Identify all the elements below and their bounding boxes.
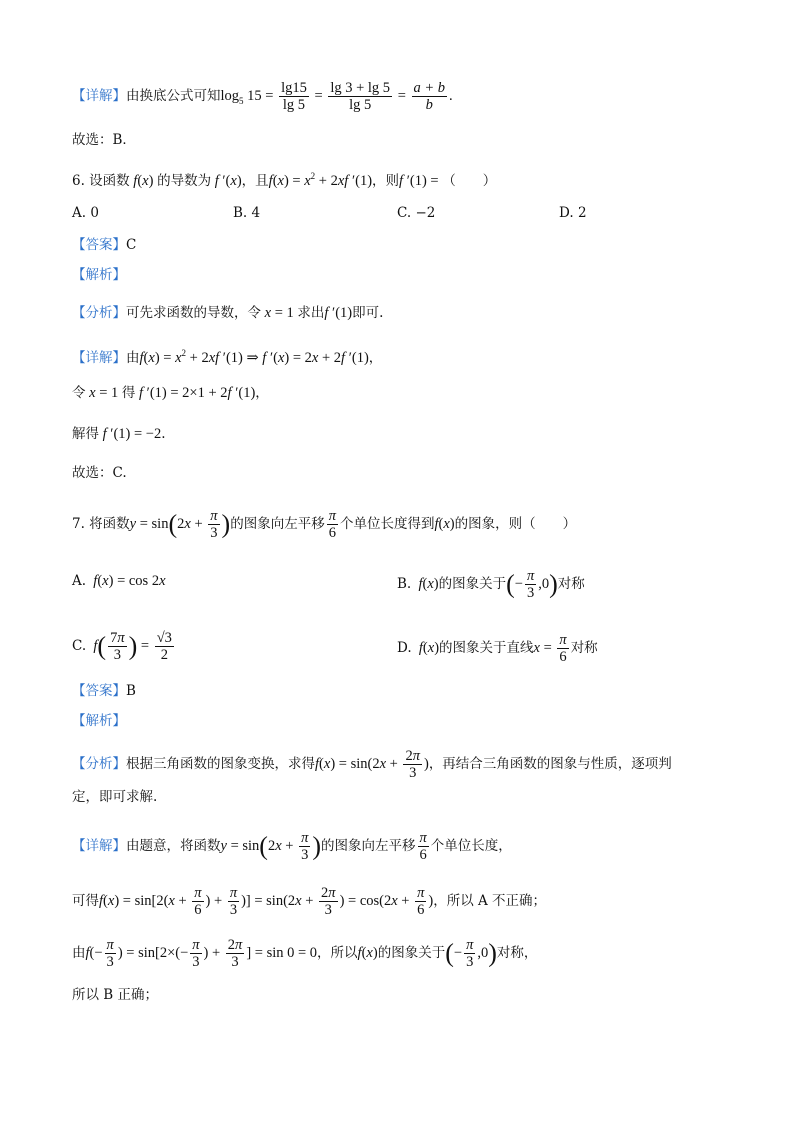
q6-stem: 6. 设函数 f(x) 的导数为 f ′(x)，且$f(x) = x^2 + 2xf$ ′(1)，则f ′(1) = （ ） <box>72 171 497 189</box>
q6-conclusion: 故选：C. <box>72 465 127 481</box>
log-formula: $\log_5 15$ = $\frac{\lg 15}{\lg 5}$ = $\frac{\lg 3 + \lg 5}{\lg 5}$ = $\frac{a + b}{b}$ . <box>220 80 453 113</box>
q7-option-b: B. f(x)的图象关于(− $\frac{\pi}{3}$ ,0)对称 <box>397 568 585 601</box>
q6-option-d: D. 2 <box>559 205 587 221</box>
conclusion-5: 故选：B． <box>72 132 136 148</box>
q7-analysis-head: 【解析】 <box>72 713 126 729</box>
q7-detail: 【详解】由题意，将函数y = sin(2x + $\frac{\pi}{3}$ )的图象向左平移 $\frac{\pi}{6}$ 个单位长度， <box>72 830 512 864</box>
q6-detail-line3: 解得 f ′(1) = −2. <box>72 426 166 442</box>
q7-option-c: C. f( $\frac{7\pi}{3}$ ) = $\frac{√3}{2}$ <box>72 630 172 663</box>
q6-option-c: C. −2 <box>397 205 436 221</box>
detail-label: 【详解】 <box>72 87 126 104</box>
q6-detail: 【详解】由$f(x) = x^2 + 2xf$ ′(1) ⇒ f ′(x) = 2x + 2f ′(1)， <box>72 348 383 366</box>
q6-analysis-head: 【解析】 <box>72 267 126 283</box>
q6-option-b: B. 4 <box>233 205 261 221</box>
q6-detail-line2: 令 x = 1 得 f ′(1) = 2×1 + 2f ′(1)， <box>72 385 269 401</box>
q6-option-a: A. 0 <box>72 205 99 221</box>
q6-analysis: 【分析】可先求函数的导数，令 x = 1 求出f ′(1)即可. <box>72 305 384 321</box>
q7-detail-line4: 所以 B 正确； <box>72 987 159 1003</box>
detail-text: 由换底公式可知 <box>126 87 221 104</box>
q7-option-d: D. f(x)的图象关于直线x = $\frac{\pi}{6}$ 对称 <box>397 632 598 665</box>
q7-stem: 7. 将函数y = sin(2x + $\frac{\pi}{3}$ )的图象向左平移 $\frac{\pi}{6}$ 个单位长度得到f(x)的图象，则（ ） <box>72 508 577 542</box>
q7-analysis: 【分析】根据三角函数的图象变换，求得f(x) = sin(2x + $\frac{2\pi}{3}$ )，再结合三角函数的图象与性质，逐项判 <box>72 748 672 781</box>
q7-answer: 【答案】B <box>72 683 136 699</box>
q7-detail-line2: 可得f(x) = sin[2(x + $\frac{\pi}{6}$ ) + $\frac{\pi}{3}$ )] = sin(2x + $\frac{2\pi}{3}$ ) = cos(2x + $\frac{\pi}{6}$ )，所以 A 不正确； <box>72 885 547 918</box>
q7-option-a: A. f(x) = cos 2x <box>72 573 166 589</box>
q6-answer: 【答案】C <box>72 237 137 253</box>
q7-detail-line3: 由f(− $\frac{\pi}{3}$ ) = sin[2×(− $\frac{\pi}{3}$ ) + $\frac{2\pi}{3}$ ] = sin 0 = 0，所以f(x)的图象关于(− $\frac{\pi}{3}$ ,0)对称， <box>72 937 538 970</box>
q7-analysis-cont: 定，即可求解. <box>72 789 158 805</box>
detail-log-line <box>72 80 453 113</box>
